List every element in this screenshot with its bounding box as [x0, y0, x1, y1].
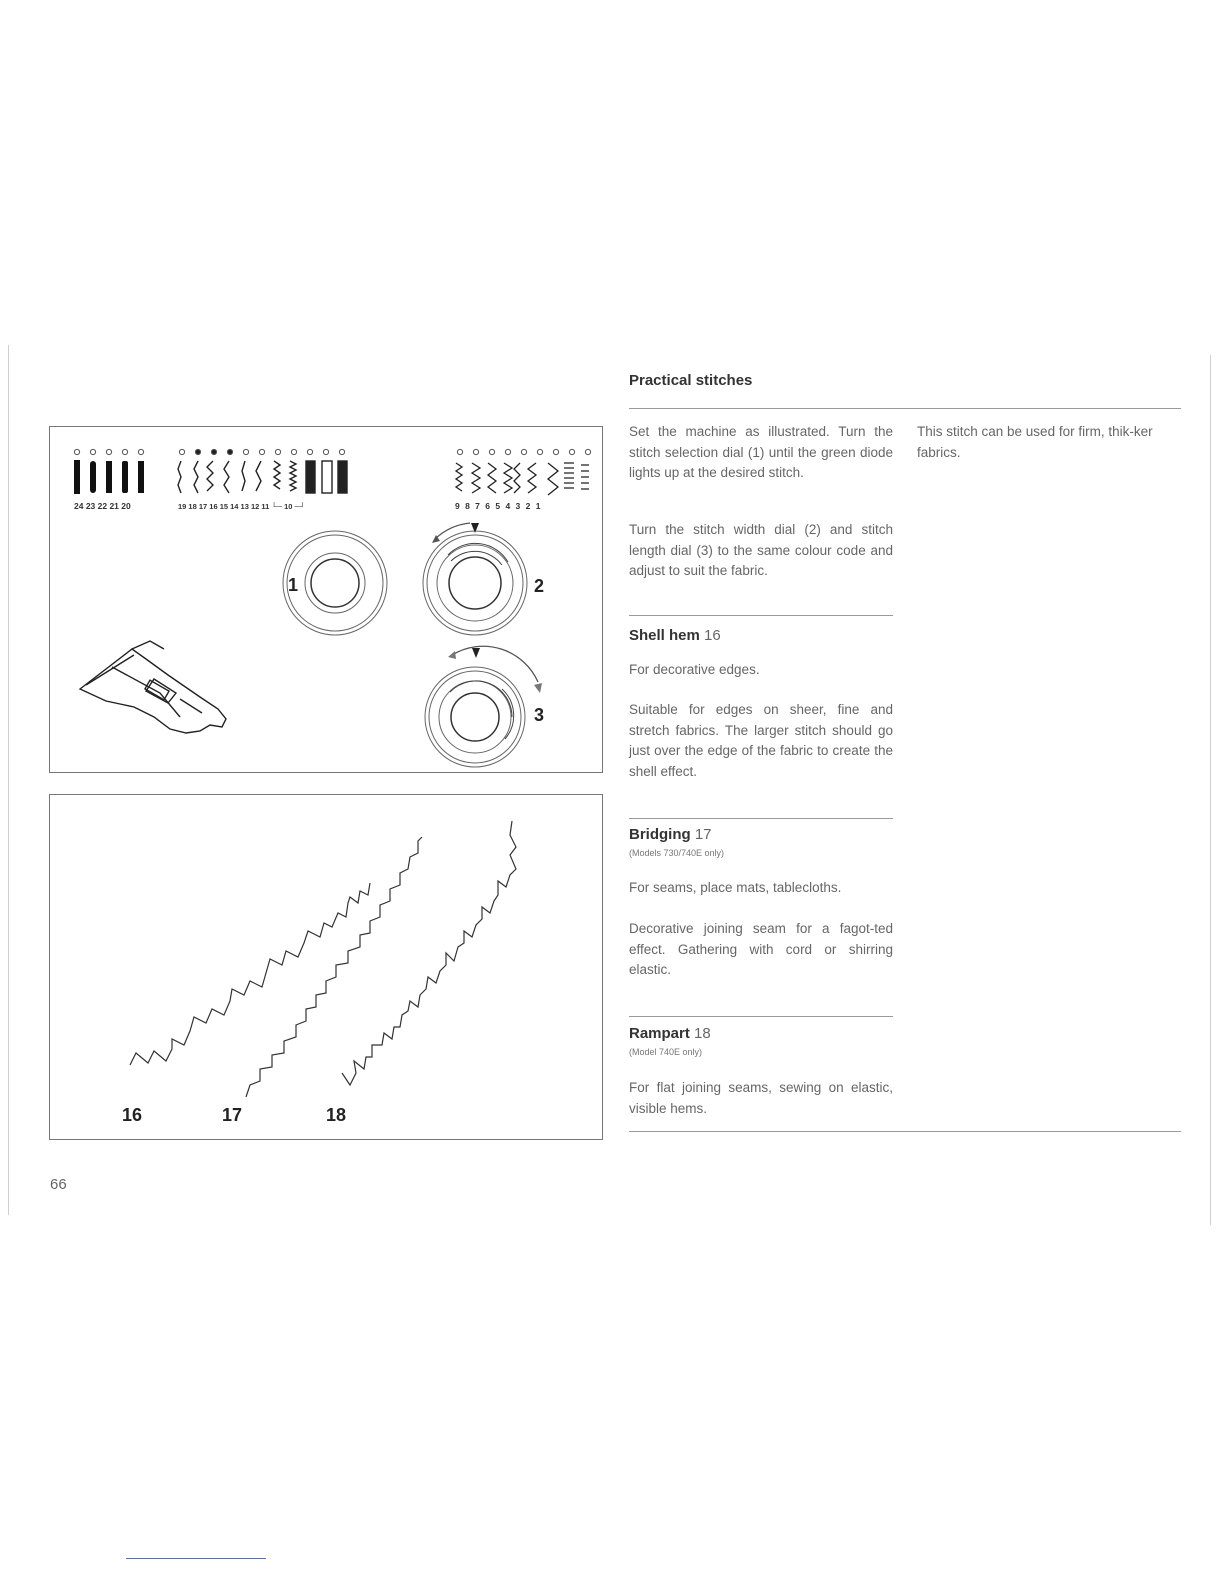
stitch-numbers-group-2: 19 18 17 16 15 14 13 12 11 └─ 10 ─┘ [178, 502, 306, 511]
stitch-label-17: 17 [222, 1105, 243, 1125]
stitch-numbers-group-3: 9 8 7 6 5 4 3 2 1 [455, 501, 542, 511]
setup-paragraph-2: Turn the stitch width dial (2) and stitch length dial (3) to the same colour code and adjust to suit the fabric. [629, 522, 893, 578]
rampart-stitch-sample [342, 821, 516, 1085]
setup-paragraph-1: Set the machine as illustrated. Turn the stitch selection dial (1) until the green diode lights up at the desired stitch. [629, 424, 893, 480]
length-dial-arc-arrow [452, 646, 538, 682]
stitch-group-2 [179, 449, 344, 454]
machine-settings-figure [49, 426, 603, 773]
stitch-label-18: 18 [326, 1105, 347, 1125]
presser-foot-icon [80, 641, 226, 733]
bridging-rule [629, 818, 893, 819]
section-title: Practical stitches [629, 372, 753, 389]
stitch-length-dial [425, 667, 525, 767]
rampart-model-note: (Model 740E only) [629, 1047, 703, 1057]
rampart-heading [629, 1025, 711, 1042]
dial-1-label: 1 [288, 575, 299, 595]
stitch-label-16: 16 [122, 1105, 143, 1125]
rampart-paragraph-1: For flat joining seams, sewing on elastic, visible hems. [629, 1080, 893, 1116]
shell-hem-stitch-sample [130, 883, 370, 1065]
shell-hem-title: Shell hem [629, 627, 700, 644]
scan-edge-right [1210, 355, 1211, 1225]
stitch-samples-figure [49, 794, 603, 1140]
shell-hem-number: 16 [704, 627, 721, 644]
bridging-heading [629, 826, 712, 843]
shell-hem-heading [629, 627, 721, 644]
stitch-symbols-group-1 [74, 460, 144, 494]
dial-2-label: 2 [534, 576, 545, 596]
stitch-symbols-group-3 [456, 463, 589, 495]
dial-3-label: 3 [534, 705, 545, 725]
bridging-paragraph-2: Decorative joining seam for a fagot-ted effect. Gathering with cord or shirring elastic. [629, 921, 893, 977]
stitch-symbols-group-2 [178, 461, 347, 493]
shell-hem-rule [629, 615, 893, 616]
bridging-number: 17 [694, 826, 712, 843]
shell-hem-paragraph-1: For decorative edges. [629, 662, 760, 677]
bridging-stitch-sample [246, 837, 422, 1097]
fabric-note-paragraph: This stitch can be used for firm, thik-ker fabrics. [917, 424, 1153, 460]
rampart-number: 18 [694, 1025, 711, 1042]
stitch-group-3 [457, 449, 590, 454]
page-number: 66 [50, 1176, 67, 1193]
bridging-paragraph-1: For seams, place mats, tablecloths. [629, 880, 842, 895]
length-dial-arrowhead-left [448, 651, 456, 659]
scan-edge-left [8, 345, 9, 1215]
bridging-title: Bridging [629, 826, 691, 843]
stitch-width-dial [423, 531, 527, 635]
stitch-numbers-group-1: 24 23 22 21 20 [74, 501, 131, 511]
stitch-samples-illustration [50, 795, 602, 1139]
shell-hem-paragraph-2: Suitable for edges on sheer, fine and stretch fabrics. The larger stitch should go just over the edge of the fabric to create the shell effect. [629, 702, 893, 779]
bottom-rule [629, 1131, 1181, 1132]
rampart-rule [629, 1016, 893, 1017]
machine-settings-illustration [50, 427, 602, 772]
bridging-model-note: (Models 730/740E only) [629, 848, 725, 858]
length-dial-arrowhead-right [534, 683, 542, 693]
stitch-selection-dial [283, 531, 387, 635]
title-rule [629, 408, 1181, 409]
bottom-link-underline [126, 1558, 266, 1559]
length-dial-marker-icon [472, 648, 480, 658]
rampart-title: Rampart [629, 1025, 690, 1042]
stitch-group-1 [74, 449, 143, 454]
